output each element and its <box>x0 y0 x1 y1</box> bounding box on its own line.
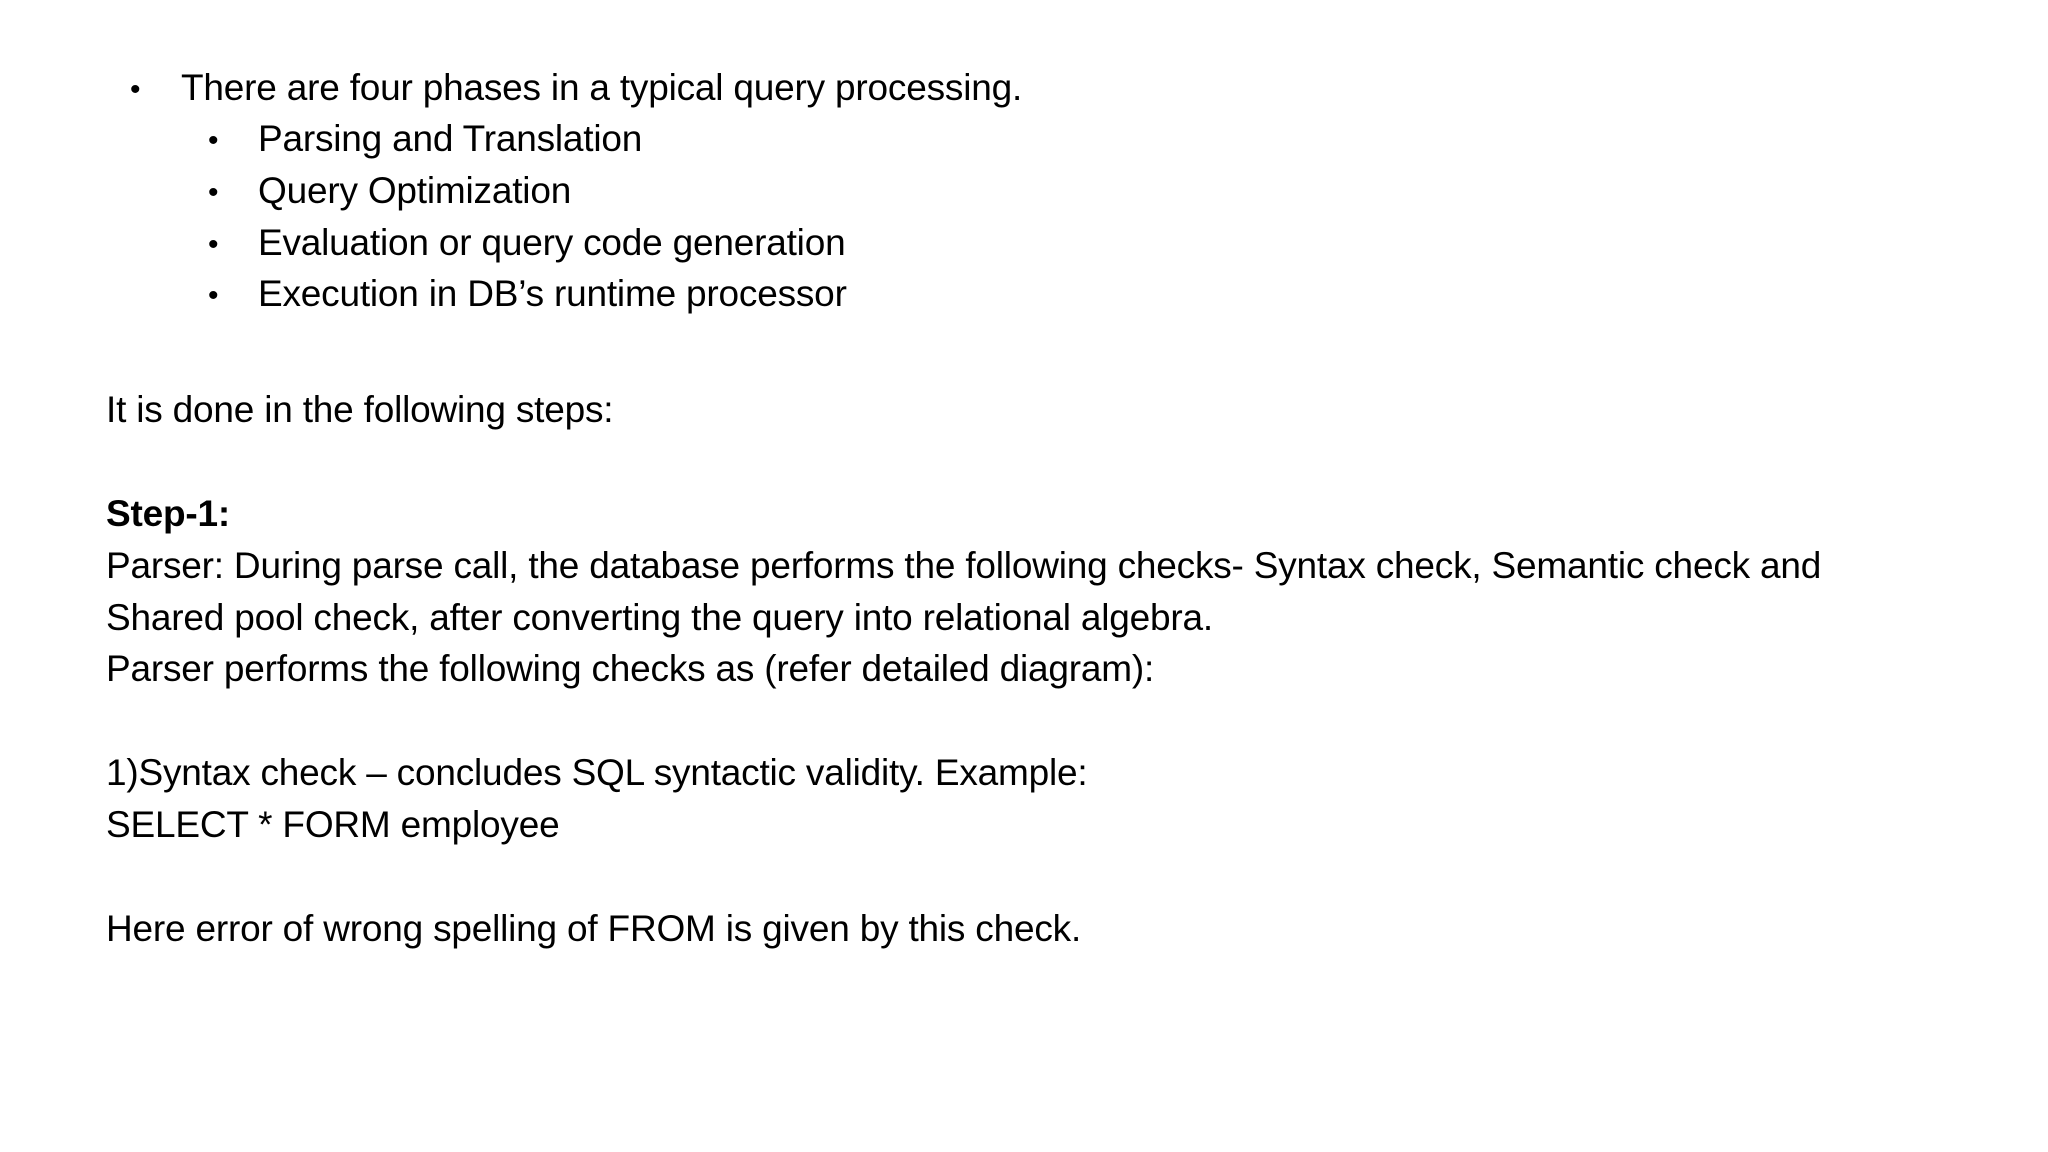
bullet-glyph: • <box>208 176 219 209</box>
phase-item: Evaluation or query code generation <box>258 222 846 263</box>
steps-intro: It is done in the following steps: <box>106 389 614 430</box>
phase-item: Parsing and Translation <box>258 118 643 159</box>
syntax-check-text: 1)Syntax check – concludes SQL syntactic validity. Example: <box>106 752 1088 793</box>
phase-item: Query Optimization <box>258 170 572 211</box>
bullet-glyph: • <box>208 124 219 157</box>
phase-item: Execution in DB’s runtime processor <box>258 273 847 314</box>
step-heading: Step-1: <box>106 493 230 534</box>
bullet-glyph: • <box>208 279 219 312</box>
bullet-glyph: • <box>130 73 141 106</box>
parser-description-line1: Parser: During parse call, the database performs the following checks- Syntax check, Semantic check and <box>106 545 1822 586</box>
parser-description-line2: Shared pool check, after converting the query into relational algebra. <box>106 597 1213 638</box>
intro-text: There are four phases in a typical query processing. <box>181 67 1023 108</box>
syntax-error-note: Here error of wrong spelling of FROM is given by this check. <box>106 908 1082 949</box>
bullet-glyph: • <box>208 228 219 261</box>
parser-description-line3: Parser performs the following checks as (refer detailed diagram): <box>106 648 1155 689</box>
example-query: SELECT * FORM employee <box>106 804 560 845</box>
